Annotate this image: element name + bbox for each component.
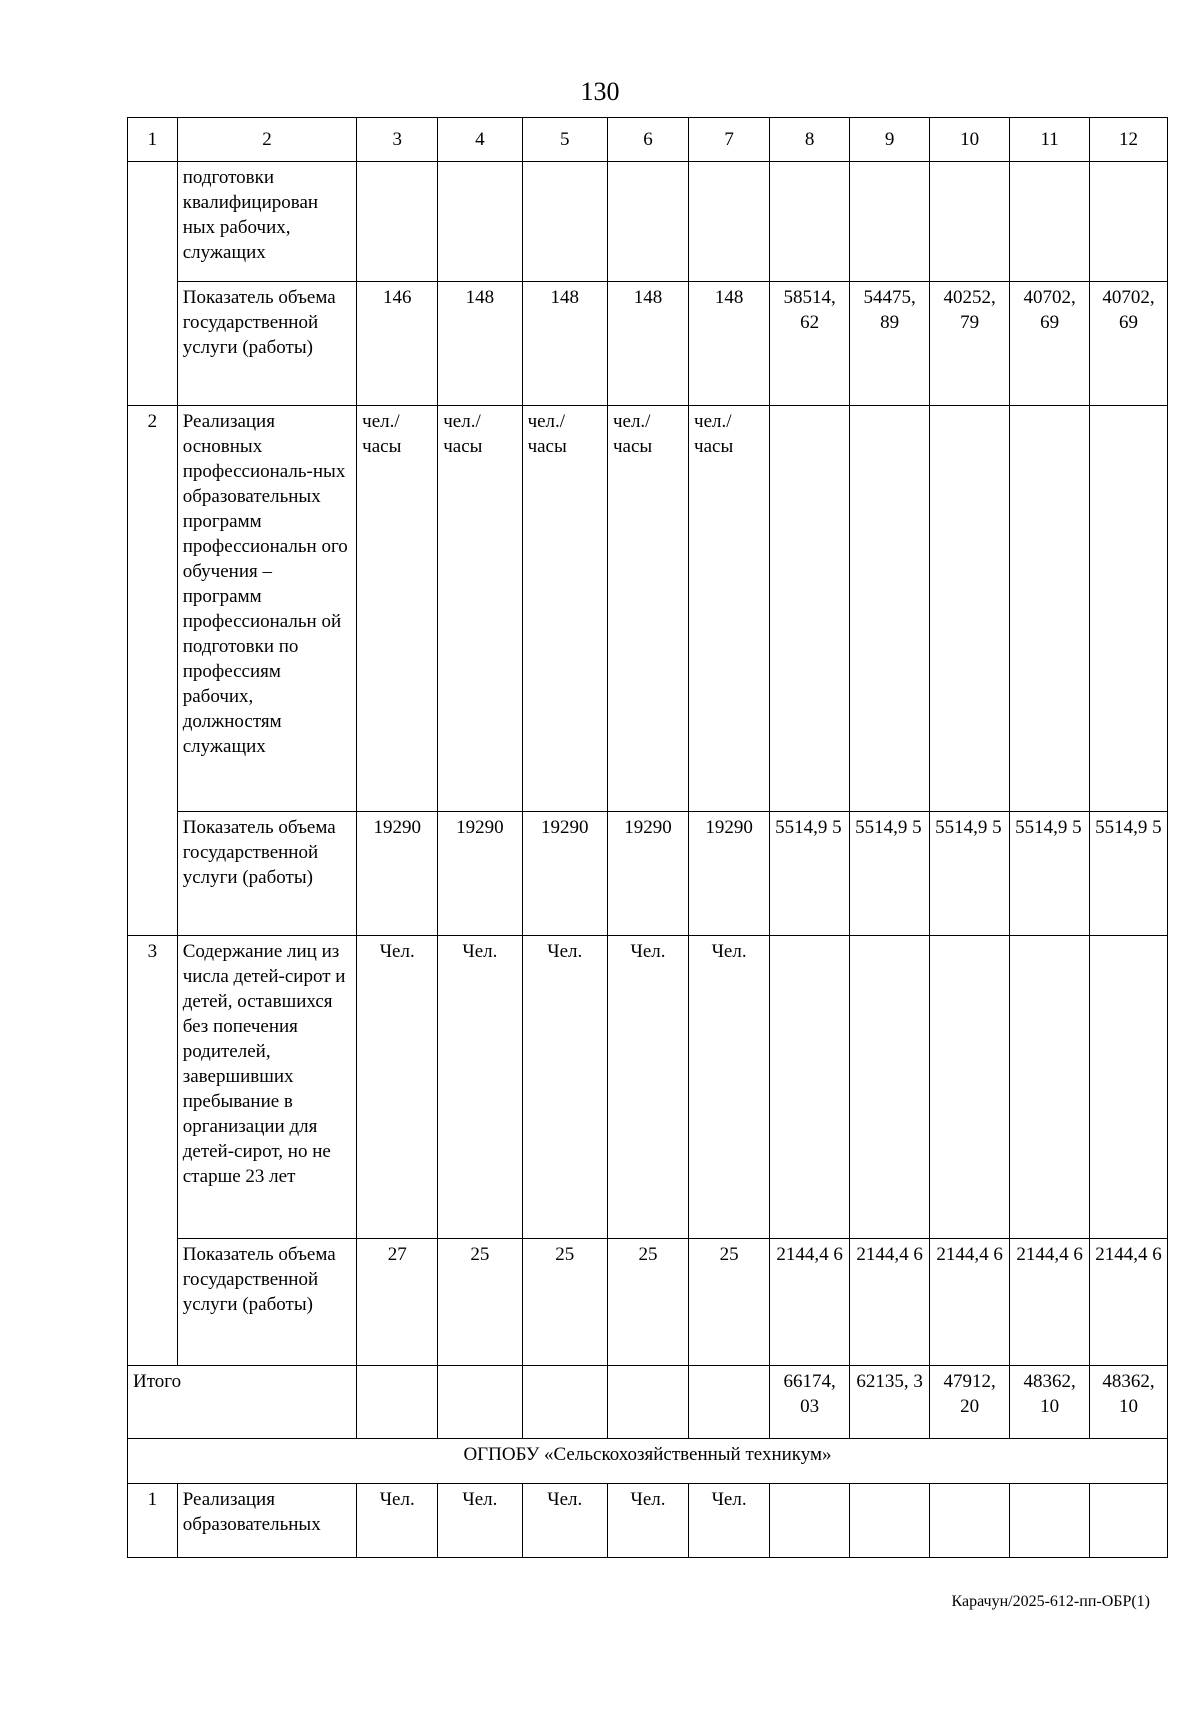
- table-row: [128, 406, 1168, 812]
- empty-cell: [522, 162, 607, 282]
- service-name-cell: Реализация образовательных: [177, 1484, 356, 1558]
- col-header: 7: [689, 118, 770, 162]
- value-cell: 19290: [522, 812, 607, 936]
- unit-cell: Чел.: [357, 1484, 438, 1558]
- table-row: [128, 1484, 1168, 1558]
- document-code: Карачун/2025-612-пп-ОБР(1): [951, 1593, 1150, 1610]
- table-row: [128, 1239, 1168, 1366]
- empty-cell: [689, 1366, 770, 1439]
- value-cell: 2144,4 6: [770, 1239, 850, 1366]
- empty-cell: [930, 1484, 1010, 1558]
- col-header: 2: [177, 118, 356, 162]
- total-label: Итого: [128, 1366, 357, 1439]
- row-number-cell: [128, 282, 178, 406]
- value-cell: 58514, 62: [770, 282, 850, 406]
- col-header: 1: [128, 118, 178, 162]
- indicator-name-cell: Показатель объема государственной услуги (работы): [177, 282, 356, 406]
- value-cell: 5514,9 5: [850, 812, 930, 936]
- service-name-cell: Содержание лиц из числа детей-сирот и детей, оставшихся без попечения родителей, завершивших пребывание в организации для детей-сирот, но не старше 23 лет: [177, 936, 356, 1239]
- column-number-row: [128, 118, 1168, 162]
- empty-cell: [1010, 406, 1090, 812]
- col-header: 6: [607, 118, 688, 162]
- value-cell: 2144,4 6: [1090, 1239, 1168, 1366]
- section-title: ОГПОБУ «Сельскохозяйственный техникум»: [128, 1439, 1168, 1484]
- table-row: [128, 162, 1168, 282]
- value-cell: 25: [522, 1239, 607, 1366]
- value-cell: 25: [689, 1239, 770, 1366]
- unit-cell: Чел.: [438, 936, 522, 1239]
- col-header: 12: [1090, 118, 1168, 162]
- empty-cell: [850, 406, 930, 812]
- empty-cell: [1010, 936, 1090, 1239]
- unit-cell: Чел.: [438, 1484, 522, 1558]
- col-header: 10: [930, 118, 1010, 162]
- empty-cell: [357, 1366, 438, 1439]
- total-value-cell: 47912, 20: [930, 1366, 1010, 1439]
- col-header: 3: [357, 118, 438, 162]
- total-value-cell: 62135, 3: [850, 1366, 930, 1439]
- unit-cell: Чел.: [522, 936, 607, 1239]
- table-row: [128, 282, 1168, 406]
- table-row: [128, 936, 1168, 1239]
- value-cell: 148: [607, 282, 688, 406]
- col-header: 11: [1010, 118, 1090, 162]
- value-cell: 54475, 89: [850, 282, 930, 406]
- empty-cell: [930, 936, 1010, 1239]
- value-cell: 19290: [689, 812, 770, 936]
- total-row: [128, 1366, 1168, 1439]
- value-cell: 40252, 79: [930, 282, 1010, 406]
- unit-cell: Чел.: [357, 936, 438, 1239]
- empty-cell: [438, 1366, 522, 1439]
- unit-cell: Чел.: [522, 1484, 607, 1558]
- service-name-cell: подготовки квалифицирован ных рабочих, служащих: [177, 162, 356, 282]
- value-cell: 5514,9 5: [770, 812, 850, 936]
- total-value-cell: 48362, 10: [1010, 1366, 1090, 1439]
- empty-cell: [770, 162, 850, 282]
- value-cell: 2144,4 6: [850, 1239, 930, 1366]
- value-cell: 40702, 69: [1010, 282, 1090, 406]
- table-row: [128, 812, 1168, 936]
- total-value-cell: 48362, 10: [1090, 1366, 1168, 1439]
- unit-cell: чел./ часы: [689, 406, 770, 812]
- value-cell: 5514,9 5: [1090, 812, 1168, 936]
- value-cell: 148: [689, 282, 770, 406]
- col-header: 9: [850, 118, 930, 162]
- unit-cell: чел./ часы: [522, 406, 607, 812]
- value-cell: 19290: [607, 812, 688, 936]
- col-header: 4: [438, 118, 522, 162]
- value-cell: 148: [522, 282, 607, 406]
- col-header: 8: [770, 118, 850, 162]
- empty-cell: [930, 406, 1010, 812]
- value-cell: 146: [357, 282, 438, 406]
- row-number-cell: [128, 1239, 178, 1366]
- empty-cell: [850, 936, 930, 1239]
- empty-cell: [770, 1484, 850, 1558]
- total-value-cell: 66174, 03: [770, 1366, 850, 1439]
- value-cell: 27: [357, 1239, 438, 1366]
- unit-cell: чел./ часы: [607, 406, 688, 812]
- budget-table: [127, 117, 1168, 1558]
- empty-cell: [1010, 162, 1090, 282]
- col-header: 5: [522, 118, 607, 162]
- row-number-cell: 3: [128, 936, 178, 1239]
- empty-cell: [1090, 406, 1168, 812]
- unit-cell: Чел.: [689, 1484, 770, 1558]
- empty-cell: [689, 162, 770, 282]
- value-cell: 40702, 69: [1090, 282, 1168, 406]
- value-cell: 148: [438, 282, 522, 406]
- indicator-name-cell: Показатель объема государственной услуги (работы): [177, 812, 356, 936]
- indicator-name-cell: Показатель объема государственной услуги (работы): [177, 1239, 356, 1366]
- empty-cell: [1010, 1484, 1090, 1558]
- empty-cell: [1090, 1484, 1168, 1558]
- empty-cell: [850, 1484, 930, 1558]
- row-number-cell: 2: [128, 406, 178, 812]
- service-name-cell: Реализация основных профессиональ-ных образовательных программ профессиональн ого обучения – программ профессиональн ой подготовки по профессиям рабочих, должностям служащих: [177, 406, 356, 812]
- empty-cell: [438, 162, 522, 282]
- empty-cell: [357, 162, 438, 282]
- value-cell: 5514,9 5: [930, 812, 1010, 936]
- empty-cell: [770, 406, 850, 812]
- empty-cell: [930, 162, 1010, 282]
- empty-cell: [607, 162, 688, 282]
- empty-cell: [522, 1366, 607, 1439]
- unit-cell: Чел.: [607, 936, 688, 1239]
- value-cell: 2144,4 6: [930, 1239, 1010, 1366]
- value-cell: 25: [438, 1239, 522, 1366]
- unit-cell: чел./ часы: [438, 406, 522, 812]
- value-cell: 5514,9 5: [1010, 812, 1090, 936]
- section-row: [128, 1439, 1168, 1484]
- value-cell: 19290: [438, 812, 522, 936]
- value-cell: 25: [607, 1239, 688, 1366]
- empty-cell: [770, 936, 850, 1239]
- unit-cell: Чел.: [607, 1484, 688, 1558]
- unit-cell: чел./ часы: [357, 406, 438, 812]
- row-number-cell: 1: [128, 1484, 178, 1558]
- empty-cell: [1090, 162, 1168, 282]
- value-cell: 2144,4 6: [1010, 1239, 1090, 1366]
- unit-cell: Чел.: [689, 936, 770, 1239]
- row-number-cell: [128, 162, 178, 282]
- empty-cell: [1090, 936, 1168, 1239]
- empty-cell: [607, 1366, 688, 1439]
- empty-cell: [850, 162, 930, 282]
- row-number-cell: [128, 812, 178, 936]
- page-number: 130: [580, 77, 620, 106]
- value-cell: 19290: [357, 812, 438, 936]
